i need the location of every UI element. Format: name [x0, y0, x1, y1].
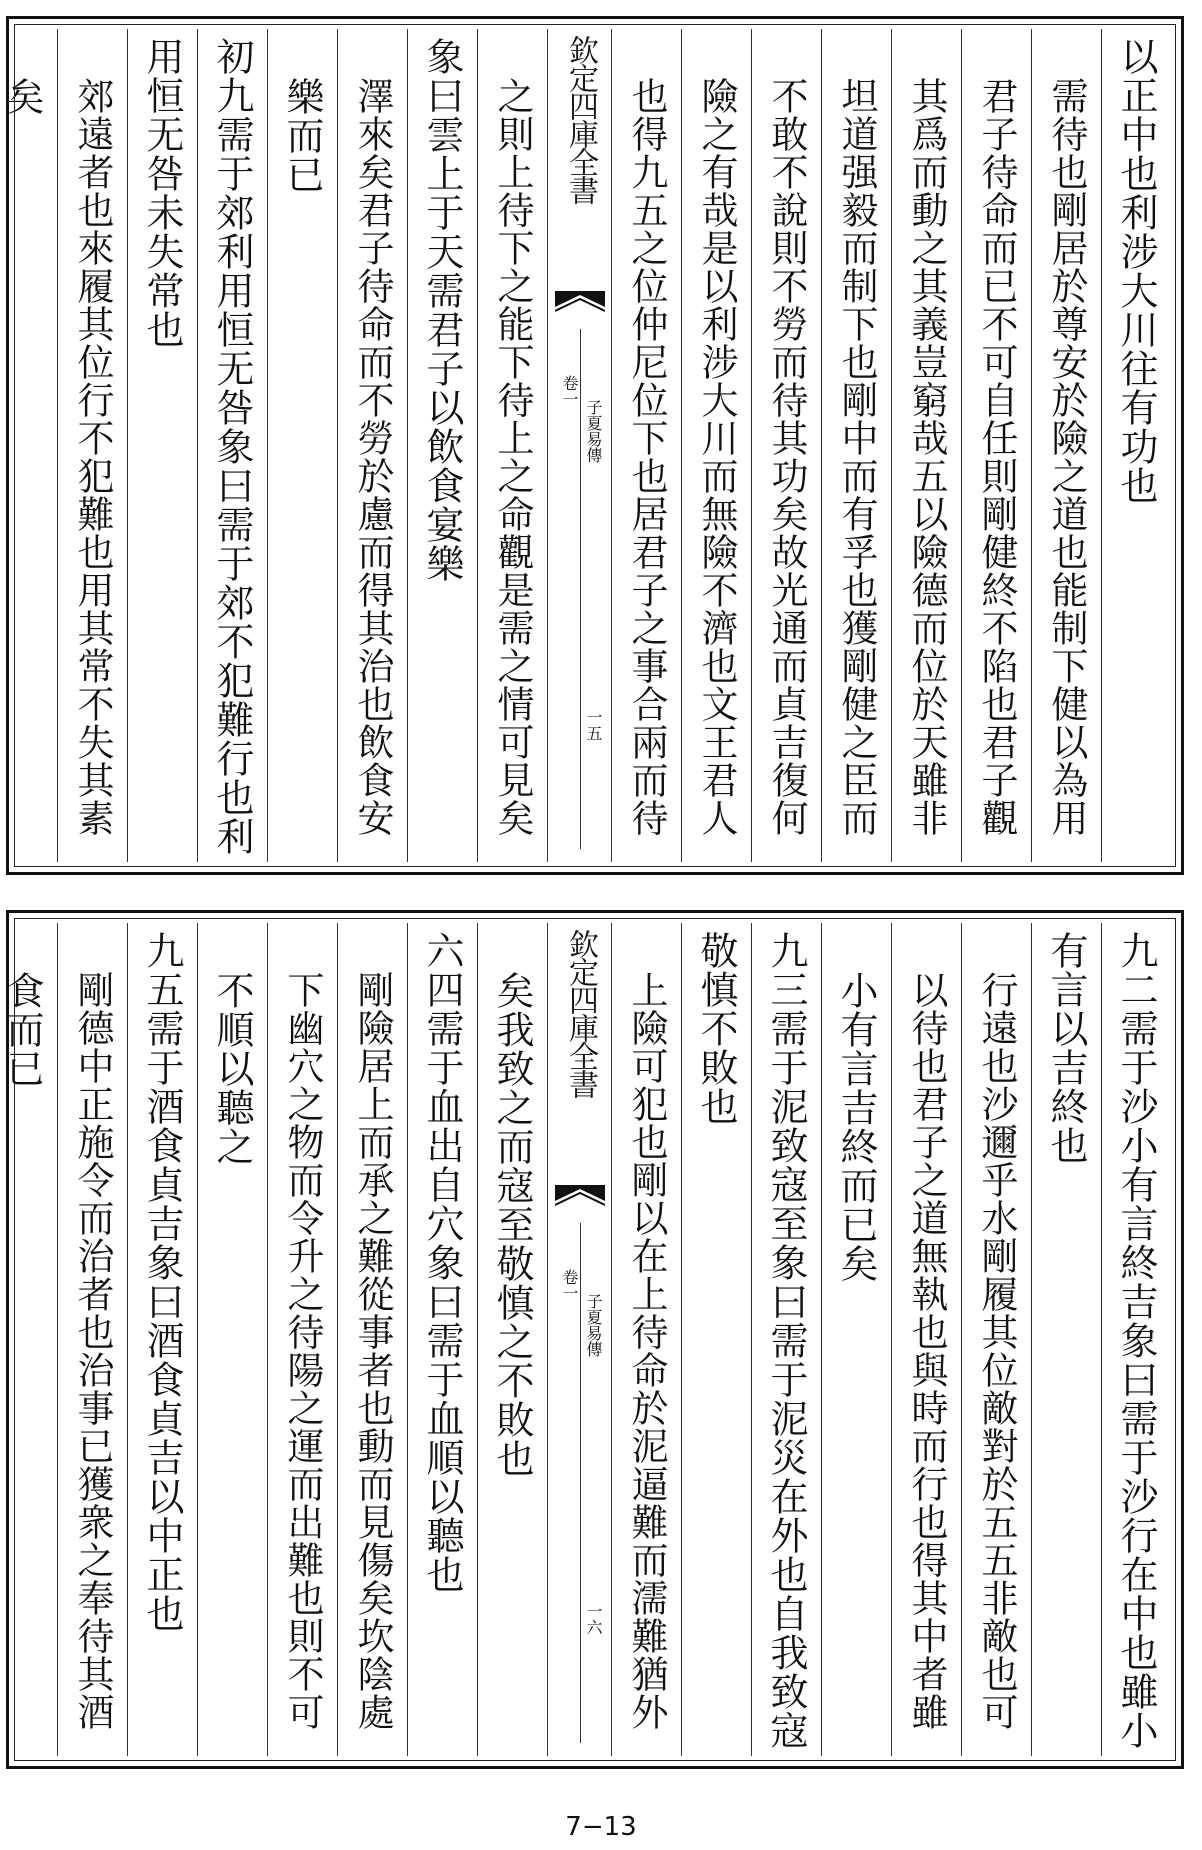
center-fold	[547, 29, 611, 862]
column-text: 以正中也利涉大川往有功也	[1114, 37, 1158, 505]
text-columns	[0, 923, 1171, 1756]
column-text: 行遠也沙邇乎水剛履其位敵對於五五非敵也可	[975, 971, 1018, 1731]
column-text: 險之有哉是以利涉大川而無險不濟也文王君人	[695, 77, 738, 837]
text-column	[611, 29, 681, 862]
text-column	[407, 29, 477, 862]
text-column	[751, 29, 821, 862]
column-text: 剛險居上而承之難從事者也動而見傷矣坎陰處	[351, 971, 394, 1731]
column-text: 象曰雲上于天需君子以飲食宴樂	[420, 37, 464, 583]
book-name: 子夏易傳	[584, 399, 603, 463]
book-collection-title: 欽定四庫全書	[563, 929, 598, 1097]
column-text: 矣我致之而寇至敬慎之不敗也	[490, 971, 534, 1478]
text-column	[611, 923, 681, 1756]
text-column	[891, 923, 961, 1756]
text-column	[0, 923, 57, 1756]
text-columns	[0, 29, 1171, 862]
column-text: 不敢不說則不勞而待其功矣故光通而貞吉復何	[765, 77, 808, 837]
column-text: 九三需于泥致寇至象曰需于泥災在外也自我致寇	[764, 931, 808, 1750]
text-column	[681, 29, 751, 862]
text-column	[961, 29, 1031, 862]
text-column	[337, 29, 407, 862]
page-number: 7−13	[565, 1812, 637, 1842]
column-text: 樂而已	[280, 77, 324, 194]
column-text: 君子待命而已不可自任則剛健終不陷也君子觀	[975, 77, 1018, 837]
center-divider-line	[580, 1223, 581, 1743]
column-text: 不順以聽之	[210, 971, 254, 1166]
text-column	[267, 29, 337, 862]
text-column	[127, 923, 197, 1756]
column-text: 其爲而動之其義豈窮哉五以險德而位於天雖非	[905, 77, 948, 837]
text-column	[961, 923, 1031, 1756]
column-text: 敬慎不敗也	[694, 931, 738, 1126]
column-text: 矣	[0, 77, 44, 116]
text-column	[267, 923, 337, 1756]
text-column	[57, 29, 127, 862]
text-column	[821, 923, 891, 1756]
fishtail-mark-icon	[555, 291, 605, 327]
text-column	[407, 923, 477, 1756]
column-text: 上險可犯也剛以在上待命於泥逼難而濡難猶外	[625, 971, 668, 1731]
text-column	[477, 29, 547, 862]
manuscript-page-top	[0, 16, 1184, 875]
column-text: 六四需于血出自穴象曰需于血順以聽也	[420, 931, 464, 1594]
column-text: 九五需于酒食貞吉象曰酒食貞吉以中正也	[140, 931, 184, 1633]
text-column	[197, 29, 267, 862]
column-text: 初九需于郊利用恒无咎象曰需于郊不犯難行也利	[210, 37, 254, 856]
column-text: 九二需于沙小有言終吉象曰需于沙行在中也雖小	[1114, 931, 1158, 1750]
text-column	[1031, 29, 1101, 862]
column-text: 需待也剛居於尊安於險之道也能制下健以為用	[1045, 77, 1088, 837]
text-column	[197, 923, 267, 1756]
text-column	[477, 923, 547, 1756]
column-text: 下幽穴之物而令升之待陽之運而出難也則不可	[281, 971, 324, 1731]
text-column	[1101, 29, 1171, 862]
center-divider-line	[580, 329, 581, 849]
column-text: 小有言吉終而已矣	[834, 971, 878, 1283]
column-text: 用恒无咎未失常也	[140, 37, 184, 349]
column-text: 有言以吉終也	[1044, 931, 1088, 1165]
text-column	[127, 29, 197, 862]
book-collection-title: 欽定四庫全書	[563, 35, 598, 203]
column-text: 之則上待下之能下待上之命觀是需之情可見矣	[491, 77, 534, 837]
manuscript-page-bottom	[0, 910, 1184, 1769]
column-text: 郊遠者也來履其位行不犯難也用其常不失其素	[71, 77, 114, 837]
center-fold	[547, 923, 611, 1756]
column-text: 以待也君子之道無執也與時而行也得其中者雖	[905, 971, 948, 1731]
text-column	[0, 29, 57, 862]
leaf-number: 一六	[584, 1603, 603, 1635]
column-text: 坦道强毅而制下也剛中而有孚也獲剛健之臣而	[835, 77, 878, 837]
book-name: 子夏易傳	[584, 1293, 603, 1357]
text-column	[1031, 923, 1101, 1756]
column-text: 剛德中正施令而治者也治事已獲衆之奉待其酒	[71, 971, 114, 1731]
text-column	[57, 923, 127, 1756]
column-text: 食而已	[0, 971, 44, 1088]
volume-label: 卷一	[560, 375, 579, 407]
text-column	[1101, 923, 1171, 1756]
text-column	[681, 923, 751, 1756]
text-column	[821, 29, 891, 862]
text-column	[751, 923, 821, 1756]
leaf-number: 一五	[584, 709, 603, 741]
text-column	[891, 29, 961, 862]
column-text: 澤來矣君子待命而不勞於慮而得其治也飲食安	[351, 77, 394, 837]
volume-label: 卷一	[560, 1269, 579, 1301]
text-column	[337, 923, 407, 1756]
column-text: 也得九五之位仲尼位下也居君子之事合兩而待	[625, 77, 668, 837]
fishtail-mark-icon	[555, 1185, 605, 1221]
